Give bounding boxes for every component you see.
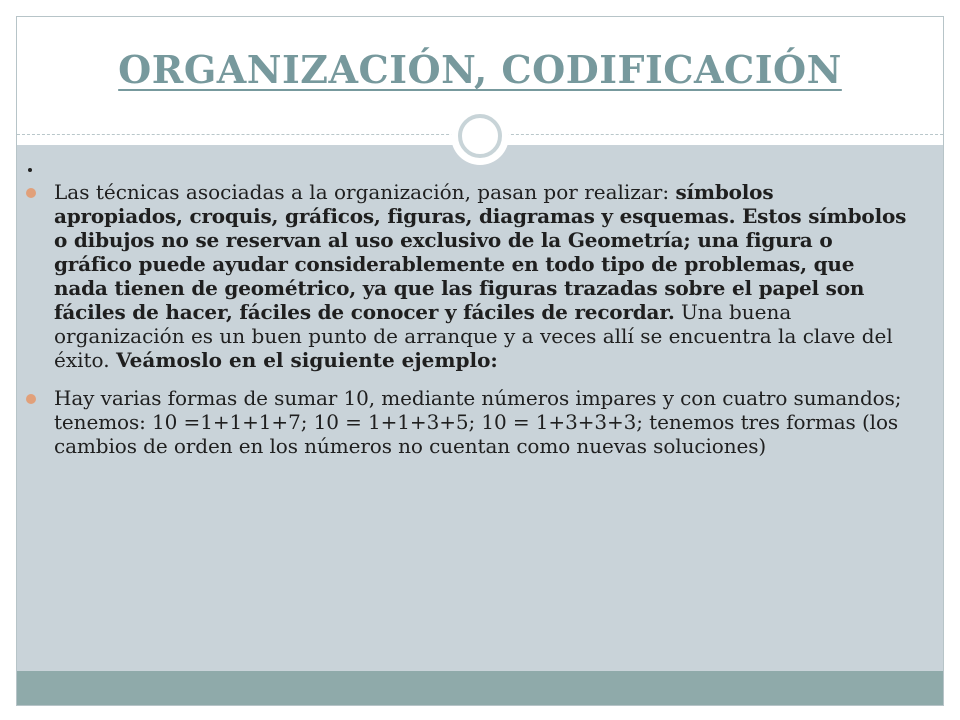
round-bullet-icon xyxy=(26,394,36,404)
round-bullet-icon xyxy=(28,168,32,172)
bullet-text-segment: Hay varias formas de sumar 10, mediante números impares y con cuatro sumandos; tenemos: 10 =1+1+1+7; 10 = 1+1+3+5; 10 = 1+3+3+3; tenemos tres formas (los cambios de orden en los números no cuentan como nuevas soluciones) xyxy=(54,386,902,458)
bullet-text-segment-bold: Veámoslo en el siguiente ejemplo: xyxy=(115,348,498,372)
bullet-text-segment: Las técnicas asociadas a la organización, pasan por realizar: xyxy=(54,180,676,204)
list-item-example xyxy=(28,386,908,458)
list-item-organization xyxy=(28,180,908,372)
round-bullet-icon xyxy=(26,188,36,198)
bullet-text-segment-bold: símbolos apropiados, croquis, gráficos, figuras, diagramas y esquemas. Estos símbolos o dibujos no se reservan al uso exclusivo de la Geometría; una figura o gráfico puede ayudar considerablemente en todo tipo de problemas, que nada tienen de geométrico, ya que las figuras trazadas sobre el papel son fáciles de hacer, fáciles de conocer y fáciles de recordar. xyxy=(54,180,907,324)
list-item-empty xyxy=(28,158,908,176)
bullet-text-segment: Una buena organización es un buen punto de arranque y a veces allí se encuentra la clave del éxito. xyxy=(54,300,893,372)
circle-ring-icon xyxy=(458,114,502,158)
footer-band xyxy=(17,671,943,705)
bullet-list xyxy=(28,158,908,472)
slide-title: ORGANIZACIÓN, CODIFICACIÓN xyxy=(118,47,842,92)
